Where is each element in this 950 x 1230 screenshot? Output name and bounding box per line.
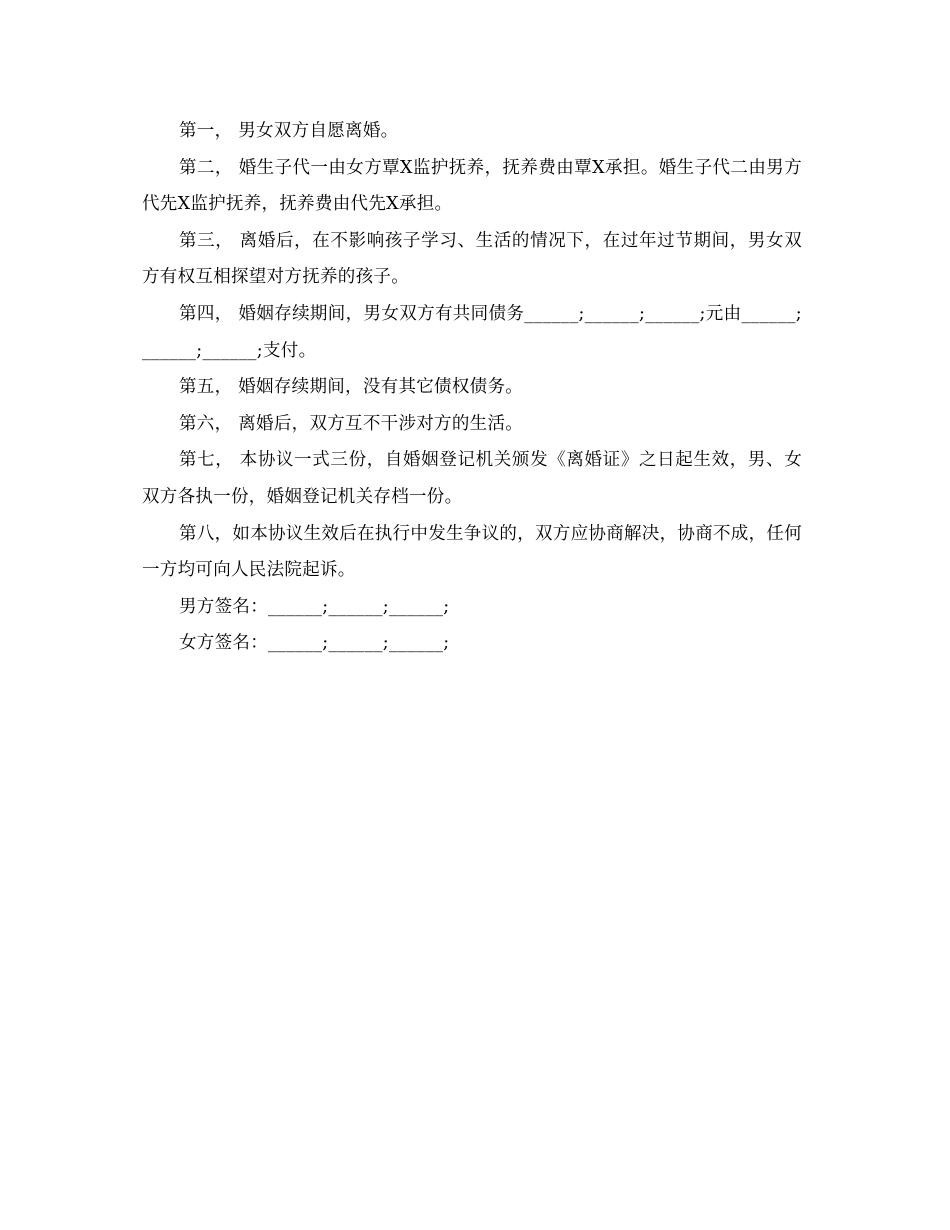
clause-2: 第二， 婚生子代一由女方覃X监护抚养，抚养费由覃X承担。婚生子代二由男方代先X监护抚养，抚养费由代先X承担。 — [142, 157, 802, 215]
document-body — [142, 113, 802, 662]
clause-4: 第四， 婚姻存续期间，男女双方有共同债务______;______;______;元由______;______;______;支付。 — [142, 303, 802, 361]
clause-3: 第三， 离婚后，在不影响孩子学习、生活的情况下，在过年过节期间，男女双方有权互相探望对方抚养的孩子。 — [142, 230, 802, 288]
clause-5: 第五， 婚姻存续期间，没有其它债权债务。 — [179, 377, 524, 398]
clause-6: 第六， 离婚后，双方互不干涉对方的生活。 — [179, 413, 524, 434]
clause-7: 第七， 本协议一式三份，自婚姻登记机关颁发《离婚证》之日起生效，男、女双方各执一份，婚姻登记机关存档一份。 — [142, 450, 802, 507]
male-signature-line: 男方签名：______;______;______; — [179, 596, 450, 617]
female-signature-line: 女方签名：______;______;______; — [179, 633, 450, 654]
clause-8: 第八，如本协议生效后在执行中发生争议的，双方应协商解决，协商不成，任何一方均可向人民法院起诉。 — [142, 523, 802, 581]
clause-1: 第一， 男女双方自愿离婚。 — [179, 121, 399, 141]
